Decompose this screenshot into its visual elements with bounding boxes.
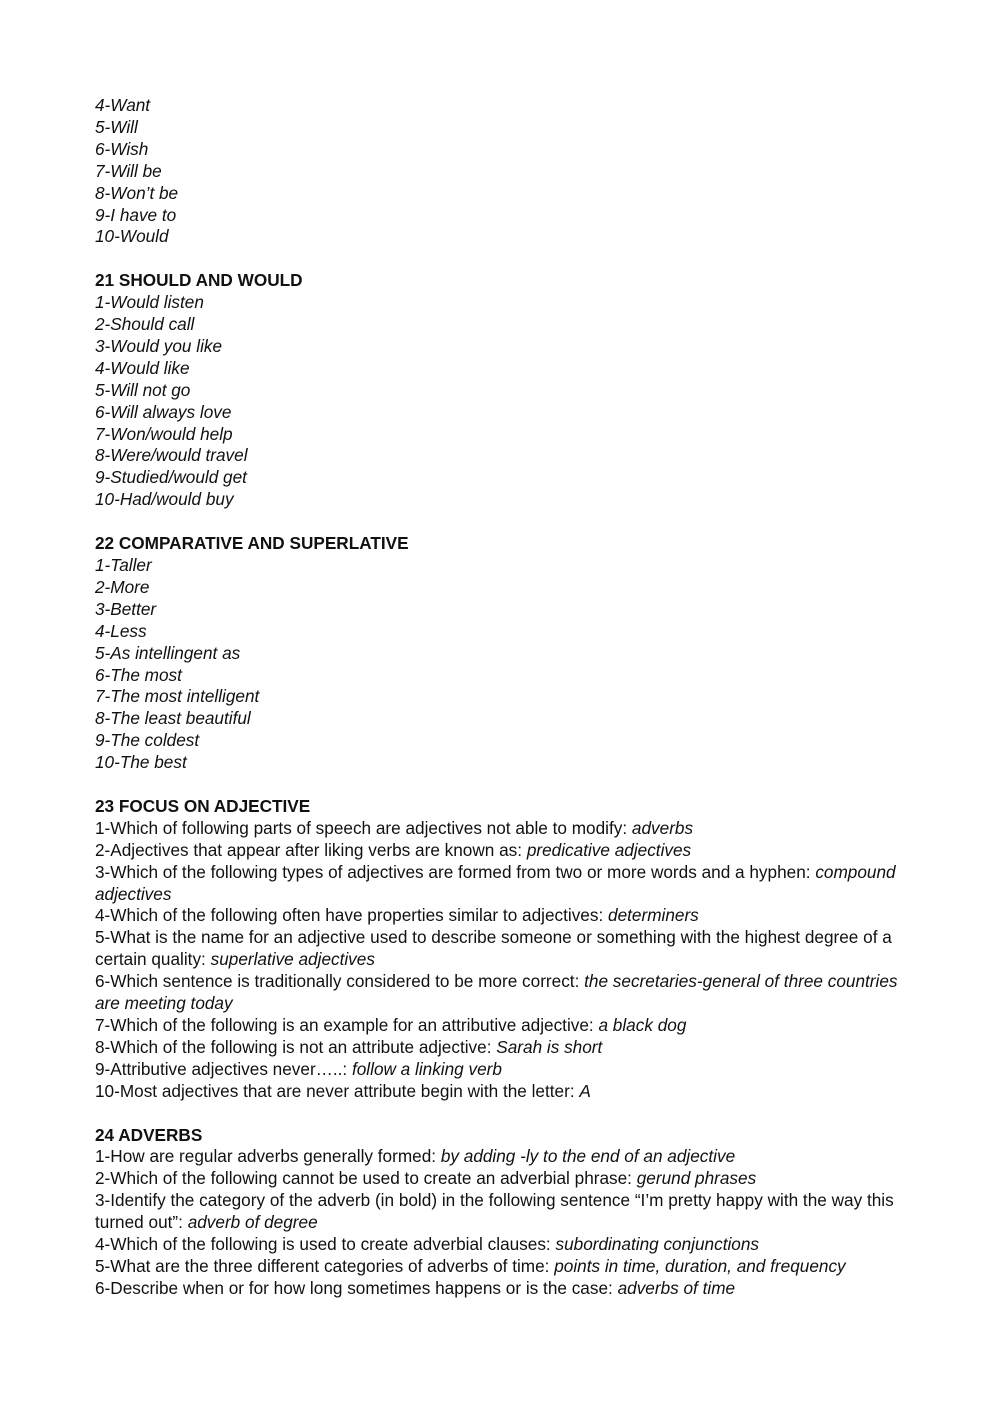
question-answer	[95, 1168, 915, 1190]
list-item: 7-Will be	[95, 160, 162, 181]
question-text: 4-Which of the following often have properties similar to adjectives:	[95, 905, 609, 926]
answer-text: Sarah is short	[496, 1036, 603, 1057]
answer-text: A	[579, 1080, 591, 1101]
list-item: 9-Studied/would get	[95, 467, 247, 488]
list-item: 5-Will	[95, 116, 138, 137]
question-text: 10-Most adjectives that are never attribute begin with the letter:	[95, 1080, 580, 1101]
section-heading: 21 SHOULD AND WOULD	[95, 270, 303, 291]
question-text: 3-Identify the category of the adverb (in bold) in the following sentence “I’m pretty happy with the way this turned out”:	[95, 1190, 894, 1233]
list-item: 3-Would you like	[95, 335, 223, 356]
question-answer	[95, 1256, 915, 1278]
section-spacer	[95, 511, 915, 533]
answer-text: subordinating conjunctions	[555, 1234, 760, 1255]
intro-answer-list	[95, 95, 915, 248]
answer-text: a black dog	[598, 1015, 687, 1036]
question-answer	[95, 927, 915, 971]
question-answer	[95, 1234, 915, 1256]
list-item: 2-More	[95, 576, 150, 597]
list-item: 9-I have to	[95, 204, 177, 225]
answer-text: predicative adjectives	[526, 839, 692, 860]
question-answer	[95, 1059, 915, 1081]
section-heading: 24 ADVERBS	[95, 1124, 203, 1145]
question-text: 5-What is the name for an adjective used to describe someone or something with the highest degree of a certain quality:	[95, 927, 892, 970]
list-item: 10-Had/would buy	[95, 489, 234, 510]
question-answer	[95, 818, 915, 840]
question-text: 1-How are regular adverbs generally formed:	[95, 1146, 441, 1167]
section-heading: 22 COMPARATIVE AND SUPERLATIVE	[95, 533, 409, 554]
list-item: 6-Wish	[95, 138, 149, 159]
list-item: 8-The least beautiful	[95, 708, 251, 729]
answer-text: points in time, duration, and frequency	[554, 1255, 846, 1276]
question-answer	[95, 840, 915, 862]
section-spacer	[95, 774, 915, 796]
question-text: 9-Attributive adjectives never…..:	[95, 1058, 352, 1079]
question-answer	[95, 1146, 915, 1168]
answer-text: gerund phrases	[636, 1168, 757, 1189]
answer-text: adverbs	[631, 817, 694, 838]
list-item: 9-The coldest	[95, 730, 200, 751]
question-answer	[95, 1081, 915, 1103]
question-answer	[95, 1037, 915, 1059]
question-answer	[95, 1190, 915, 1234]
list-item: 5-As intellingent as	[95, 642, 241, 663]
question-answer	[95, 1015, 915, 1037]
section-heading: 23 FOCUS ON ADJECTIVE	[95, 795, 311, 816]
answer-text: follow a linking verb	[351, 1058, 502, 1079]
answer-text: superlative adjectives	[210, 949, 375, 970]
question-text: 8-Which of the following is not an attribute adjective:	[95, 1036, 497, 1057]
answer-text: by adding -ly to the end of an adjective	[440, 1146, 736, 1167]
list-item: 1-Taller	[95, 555, 152, 575]
list-item: 5-Will not go	[95, 379, 191, 400]
section-spacer	[95, 1103, 915, 1125]
question-answer	[95, 905, 915, 927]
section-spacer	[95, 248, 915, 270]
answer-text: determiners	[608, 905, 699, 926]
list-item: 10-Would	[95, 226, 169, 247]
section-adverbs	[95, 1125, 915, 1300]
question-text: 2-Which of the following cannot be used to create an adverbial phrase:	[95, 1168, 637, 1189]
answer-text: compound adjectives	[95, 861, 896, 904]
section-comparative-and-superlative	[95, 533, 915, 774]
question-answer	[95, 971, 915, 1015]
answer-text: adverb of degree	[187, 1212, 318, 1233]
question-answer	[95, 1278, 915, 1300]
question-answer	[95, 862, 915, 906]
list-item: 8-Were/would travel	[95, 445, 248, 466]
question-text: 7-Which of the following is an example for an attributive adjective:	[95, 1015, 599, 1036]
document-page	[95, 95, 915, 1300]
answer-text: the secretaries-general of three countries are meeting today	[95, 971, 898, 1014]
list-item: 4-Less	[95, 620, 147, 641]
section-should-and-would	[95, 270, 915, 511]
list-item: 6-Will always love	[95, 401, 232, 422]
question-text: 6-Which sentence is traditionally considered to be more correct:	[95, 971, 585, 992]
list-item: 3-Better	[95, 598, 157, 619]
list-item: 1-Would listen	[95, 292, 204, 313]
list-item: 4-Want	[95, 95, 151, 115]
section-focus-on-adjective	[95, 796, 915, 1103]
list-item: 4-Would like	[95, 357, 190, 378]
question-text: 4-Which of the following is used to create adverbial clauses:	[95, 1234, 556, 1255]
list-item: 10-The best	[95, 752, 187, 773]
question-text: 6-Describe when or for how long sometimes happens or is the case:	[95, 1277, 618, 1298]
question-text: 1-Which of following parts of speech are adjectives not able to modify:	[95, 817, 632, 838]
list-item: 8-Won’t be	[95, 182, 179, 203]
list-item: 7-The most intelligent	[95, 686, 260, 707]
list-item: 7-Won/would help	[95, 423, 233, 444]
list-item: 2-Should call	[95, 314, 195, 335]
question-text: 5-What are the three different categories of adverbs of time:	[95, 1255, 555, 1276]
list-item: 6-The most	[95, 664, 182, 685]
question-text: 2-Adjectives that appear after liking verbs are known as:	[95, 839, 527, 860]
question-text: 3-Which of the following types of adjectives are formed from two or more words and a hyphen:	[95, 861, 816, 882]
answer-text: adverbs of time	[617, 1277, 736, 1298]
